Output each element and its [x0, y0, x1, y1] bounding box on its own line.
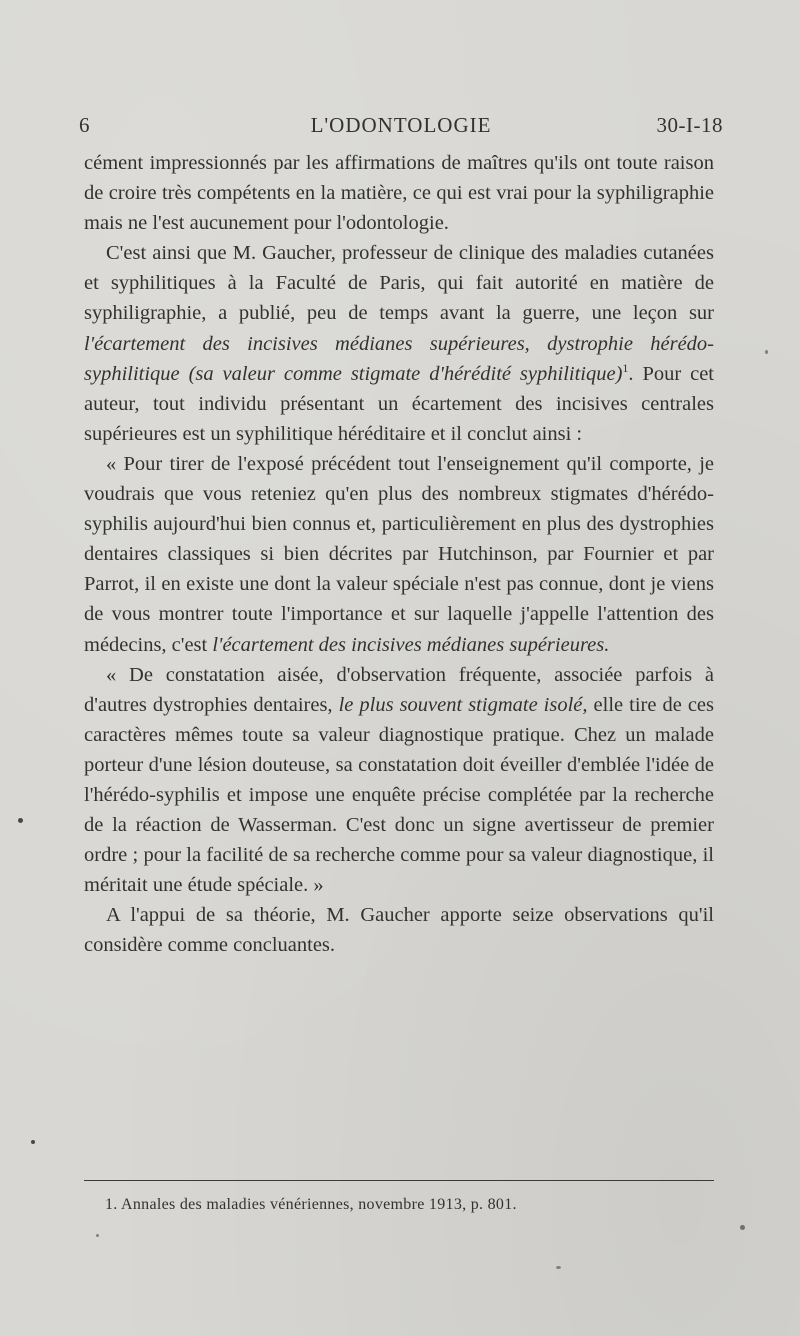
paragraph-5: A l'appui de sa théorie, M. Gaucher apporte seize observations qu'il considère comme concluantes. — [84, 904, 714, 957]
print-speck — [556, 1266, 561, 1269]
paragraph-3-quote — [84, 449, 714, 660]
paragraph-4-text-a: « De constatation aisée, d'observation fréquente, associée parfois à d'autres dystrophies dentaires, — [84, 663, 714, 716]
issue-date: 30-I-18 — [656, 113, 723, 137]
page-number: 6 — [79, 113, 90, 137]
paragraph-3-text-a: « Pour tirer de l'exposé précédent tout l'enseignement qu'il comporte, je voudrais que vous reteniez qu'en plus des nombreux stigmates d'hérédo-syphilis aujourd'hui bien connus et, particulièrement en plus des dystrophies dentaires classiques si bien décrites par Hutchinson, par Fournier et par Parrot, il en existe une dont la valeur spéciale n'est pas connue, dont je viens de vous montrer toute l'importance et sur laquelle j'appelle l'attention des médecins, c'est — [84, 452, 714, 656]
print-speck — [740, 1225, 745, 1230]
journal-title: L'ODONTOLOGIE — [310, 113, 492, 137]
lecture-title-italic: l'écartement des incisives médianes supérieures, dystrophie hérédo-syphilitique (sa valeur comme stigmate d'hérédité syphilitique) — [84, 332, 714, 385]
paragraph-4-text-b: elle tire de ces caractères mêmes toute sa valeur diagnostique pratique. Chez un malade porteur d'une lésion douteuse, sa constatation doit éveiller d'emblée l'idée de l'hérédo-syphilis et impose une enquête précise complétée par la recherche de la réaction de Wasserman. C'est donc un signe avertisseur de premier ordre ; pour la facilité de sa recherche comme pour sa valeur diagnostique, il méritait une étude spéciale. » — [84, 693, 715, 897]
print-speck — [18, 818, 23, 823]
footnote-divider — [84, 1180, 714, 1181]
paragraph-1: cément impressionnés par les affirmations de maîtres qu'ils ont toute raison de croire très compétents en la matière, ce qui est vrai pour la syphiligraphie mais ne l'est aucunement pour l'odontologie. — [84, 152, 714, 235]
print-speck — [765, 350, 768, 354]
print-speck — [31, 1140, 35, 1144]
footnote-ref: 1 — [622, 360, 629, 375]
print-speck — [96, 1234, 99, 1237]
paragraph-2-text-a: C'est ainsi que M. Gaucher, professeur de clinique des maladies cutanées et syphilitiques à la Faculté de Paris, qui fait autorité en matière de syphiligraphie, a publié, peu de temps avant la guerre, une leçon sur — [84, 242, 714, 325]
footnote: 1. Annales des maladies vénériennes, novembre 1913, p. 801. — [105, 1196, 517, 1213]
paragraph-4-italic: le plus souvent stigmate isolé, — [338, 693, 588, 716]
paragraph-2 — [84, 238, 714, 449]
running-head — [79, 113, 723, 143]
paragraph-2-text-b: . Pour cet auteur, tout individu présentant un écartement des incisives centrales supérieures est un syphilitique héréditaire et il conclut ainsi : — [84, 362, 714, 445]
paragraph-3-italic: l'écartement des incisives médianes supérieures. — [212, 633, 610, 656]
paragraph-4-quote — [84, 660, 714, 901]
body-text — [84, 148, 714, 961]
